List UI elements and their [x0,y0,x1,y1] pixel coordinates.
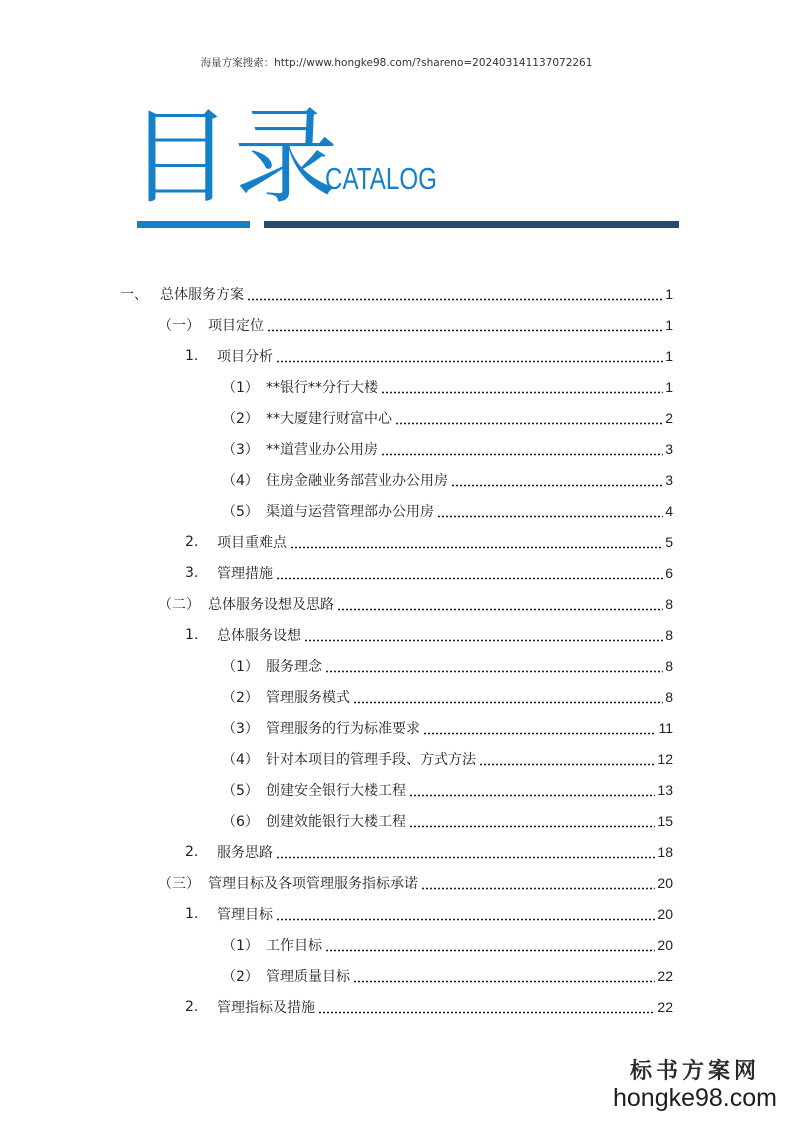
toc-entry-page: 20 [657,906,673,922]
toc-entry-number: 1. [185,627,199,643]
toc-dot-leader [247,287,663,301]
toc-entry-title: 总体服务设想及思路 [208,597,334,613]
toc-dot-leader [451,473,663,487]
toc-entry-page: 1 [665,348,673,364]
toc-entry[interactable] [222,744,673,774]
toc-entry-number: 1. [185,906,199,922]
toc-entry-title: 管理服务模式 [266,690,350,706]
toc-entry-page: 3 [665,472,673,488]
toc-entry-page: 20 [657,937,673,953]
toc-entry[interactable] [222,465,673,495]
toc-entry[interactable] [185,620,673,650]
toc-entry[interactable] [222,961,673,991]
toc-dot-leader [421,876,655,890]
toc-entry[interactable] [185,527,673,557]
toc-entry-title: 渠道与运营管理部办公用房 [266,504,434,520]
toc-entry-number: 2. [185,999,199,1015]
toc-entry-title: 总体服务设想 [217,628,301,644]
toc-dot-leader [381,442,663,456]
toc-entry-number: （1） [222,380,259,396]
toc-dot-leader [353,690,663,704]
toc-entry-number: （5） [222,783,259,799]
toc-entry[interactable] [158,868,673,898]
toc-entry[interactable] [222,651,673,681]
toc-entry-title: 管理质量目标 [266,969,350,985]
toc-entry[interactable] [185,899,673,929]
toc-dot-leader [353,969,655,983]
toc-dot-leader [267,318,663,332]
toc-dot-leader [409,814,655,828]
toc-entry-number: （2） [222,690,259,706]
toc-entry-title: 项目重难点 [217,535,287,551]
watermark-logo-text: 标书方案网 [629,1058,760,1084]
header-url: 海量方案搜索：http://www.hongke98.com/?shareno=20240314113707​2261 [200,57,593,69]
toc-entry-number: 2. [185,844,199,860]
toc-entry-number: （3） [222,721,259,737]
toc-entry-title: 创建效能银行大楼工程 [266,814,406,830]
toc-entry-page: 1 [665,379,673,395]
toc-entry-title: **银行**分行大楼 [266,380,378,396]
toc-entry[interactable] [185,558,673,588]
toc-entry[interactable] [222,775,673,805]
toc-entry[interactable] [222,806,673,836]
toc-dot-leader [381,380,663,394]
toc-entry-title: 管理目标及各项管理服务指标承诺 [208,876,418,892]
toc-entry-title: **大厦建行财富中心 [266,411,392,427]
toc-dot-leader [318,1000,655,1014]
toc-entry-title: 服务思路 [217,845,273,861]
toc-entry-page: 15 [657,813,673,829]
toc-entry-page: 5 [665,534,673,550]
toc-entry[interactable] [222,434,673,464]
toc-entry-number: （3） [222,442,259,458]
toc-entry-number: （2） [222,411,259,427]
toc-entry-title: 管理服务的行为标准要求 [266,721,420,737]
toc-entry-page: 11 [658,720,673,736]
toc-dot-leader [290,535,663,549]
toc-entry-number: （4） [222,752,259,768]
toc-entry-title: **道营业办公用房 [266,442,378,458]
toc-entry-number: 一、 [120,287,148,303]
toc-entry-title: 项目分析 [217,349,273,365]
toc-entry[interactable] [222,496,673,526]
toc-entry-number: 3. [185,565,199,581]
toc-entry[interactable] [158,310,673,340]
toc-entry-number: （二） [158,597,200,613]
toc-entry[interactable] [222,403,673,433]
toc-entry[interactable] [185,992,673,1022]
watermark-url: hongke98.com [612,1084,777,1112]
toc-entry-page: 2 [665,410,673,426]
toc-dot-leader [325,938,655,952]
toc-entry-page: 6 [665,565,673,581]
toc-entry-page: 20 [657,875,673,891]
toc-entry-page: 22 [657,968,673,984]
toc-entry-number: （5） [222,504,259,520]
toc-dot-leader [437,504,663,518]
toc-entry-page: 8 [665,689,673,705]
toc-entry[interactable] [222,713,673,743]
site-watermark [613,1058,777,1112]
toc-entry-title: 针对本项目的管理手段、方式方法 [266,752,476,768]
toc-entry[interactable] [185,341,673,371]
toc-dot-leader [276,349,663,363]
toc-entry[interactable] [158,589,673,619]
toc-entry-number: （4） [222,473,259,489]
toc-entry-title: 总体服务方案 [160,287,244,303]
toc-entry-number: 1. [185,348,199,364]
toc-entry-page: 18 [657,844,673,860]
toc-entry-page: 3 [665,441,673,457]
toc-dot-leader [409,783,655,797]
toc-entry[interactable] [222,372,673,402]
toc-entry[interactable] [222,930,673,960]
toc-entry[interactable] [185,837,673,867]
toc-entry-title: 工作目标 [266,938,322,954]
toc-dot-leader [276,907,655,921]
toc-dot-leader [337,597,663,611]
toc-dot-leader [276,566,663,580]
toc-entry-page: 1 [665,317,673,333]
toc-entry-number: （一） [158,318,200,334]
toc-entry-page: 8 [665,627,673,643]
toc-dot-leader [325,659,663,673]
toc-entry-number: （2） [222,969,259,985]
toc-entry-page: 1 [665,286,673,302]
title-underline-right [264,221,679,228]
toc-entry[interactable] [222,682,673,712]
toc-dot-leader [395,411,663,425]
toc-entry-title: 管理指标及措施 [217,1000,315,1016]
toc-entry-page: 4 [665,503,673,519]
toc-entry-page: 8 [665,596,673,612]
title-underline-left [137,221,250,228]
toc-dot-leader [304,628,663,642]
toc-entry-page: 22 [657,999,673,1015]
toc-entry-page: 13 [657,782,673,798]
toc-entry-number: 2. [185,534,199,550]
toc-entry[interactable] [120,279,673,309]
toc-entry-page: 12 [657,751,673,767]
toc-entry-page: 8 [665,658,673,674]
toc-entry-number: （1） [222,659,259,675]
toc-entry-title: 管理措施 [217,566,273,582]
toc-entry-number: （1） [222,938,259,954]
toc-entry-title: 项目定位 [208,318,264,334]
toc-dot-leader [423,721,656,735]
toc-entry-number: （三） [158,876,200,892]
toc-dot-leader [276,845,655,859]
toc-entry-title: 创建安全银行大楼工程 [266,783,406,799]
toc-entry-title: 住房金融业务部营业办公用房 [266,473,448,489]
toc-entry-title: 管理目标 [217,907,273,923]
catalog-title-zh: 目录 [128,96,341,218]
toc-entry-number: （6） [222,814,259,830]
catalog-title-en: CATALOG [325,161,437,196]
toc-entry-title: 服务理念 [266,659,322,675]
toc-dot-leader [479,752,655,766]
